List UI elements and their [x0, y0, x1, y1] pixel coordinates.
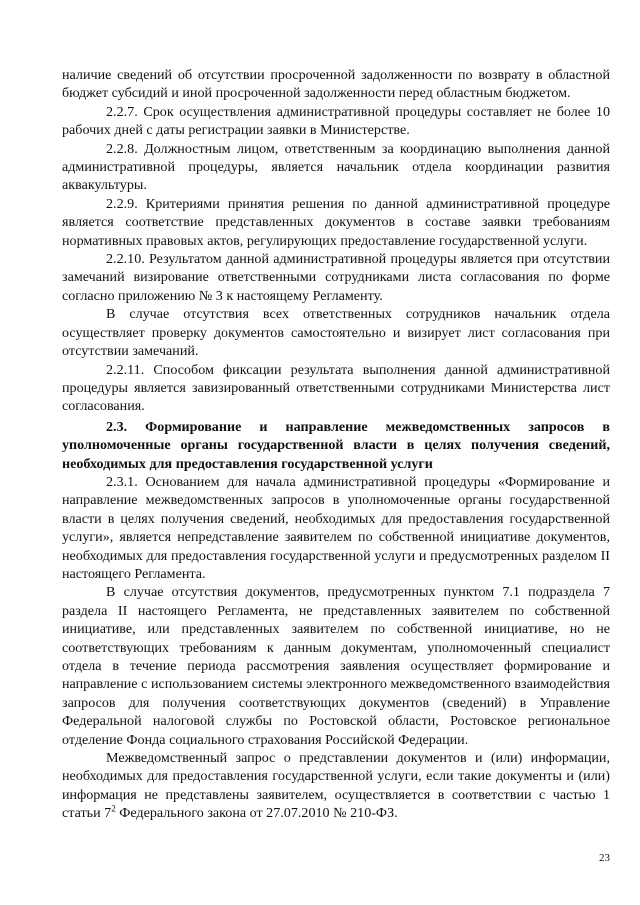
superscript: 2 — [111, 803, 116, 814]
paragraph: 2.2.11. Способом фиксации результата выполнения данной административной процедуры является завизированный ответственными сотрудниками Министерства лист согласования. — [62, 361, 610, 415]
paragraph — [62, 749, 610, 823]
paragraph-text: Межведомственный запрос о представлении документов и (или) информации, необходимых для предоставления государственной услуги, если такие документы и (или) информация не представлены заявителем, осуществляется в соответствии с частью 1 статьи 7 — [62, 750, 610, 822]
paragraph: 2.2.7. Срок осуществления административной процедуры составляет не более 10 рабочих дней с даты регистрации заявки в Министерстве. — [62, 103, 610, 139]
section-heading: 2.3. Формирование и направление межведомственных запросов в уполномоченные органы государственной власти в целях получения сведений, необходимых для предоставления государственной услуги — [62, 418, 610, 472]
paragraph: 2.2.10. Результатом данной административной процедуры является при отсутствии замечаний визирование ответственными сотрудниками листа согласования по форме согласно приложению № 3 к настоящему Регламенту. — [62, 251, 610, 304]
paragraph: В случае отсутствия всех ответственных сотрудников начальник отдела осуществляет проверку документов самостоятельно и визирует лист согласования при отсутствии замечаний. — [62, 306, 610, 360]
paragraph: 2.3.1. Основанием для начала административной процедуры «Формирование и направление межведомственных запросов в уполномоченные органы государственной власти в целях получения сведений, необходимых для предоставления государственной услуги», является непредставление заявителем по собственной инициативе документов, необходимых для предоставления государственной услуги и предусмотренных разделом II настоящего Регламента. — [62, 473, 610, 582]
paragraph: 2.2.9. Критериями принятия решения по данной административной процедуре является соответствие представленных документов в составе заявки требованиям нормативных правовых актов, регулирующих предоставление государственной услуги. — [62, 195, 610, 249]
paragraph-text: Федерального закона от 27.07.2010 № 210-ФЗ. — [115, 805, 398, 822]
paragraph: 2.2.8. Должностным лицом, ответственным за координацию выполнения данной административной процедуры, является начальник отдела координации развития аквакультуры. — [62, 140, 610, 194]
document-body — [62, 66, 610, 823]
page-number: 23 — [599, 852, 610, 864]
paragraph: В случае отсутствия документов, предусмотренных пунктом 7.1 подраздела 7 раздела II настоящего Регламента, не представленных заявителем по собственной инициативе, или представленных заявителем по собственной инициативе, но не соответствующих требованиям к данным документам, уполномоченный специалист отдела в течение периода рассмотрения заявления осуществляет формирование и направление с использованием системы электронного межведомственного взаимодействия запросов для получения соответствующих документов (сведений) в Управление Федеральной налоговой службы по Ростовской области, Ростовское региональное отделение Фонда социального страхования Российской Федерации. — [62, 584, 610, 748]
paragraph: наличие сведений об отсутствии просроченной задолженности по возврату в областной бюджет субсидий и иной просроченной задолженности перед областным бюджетом. — [62, 67, 610, 102]
